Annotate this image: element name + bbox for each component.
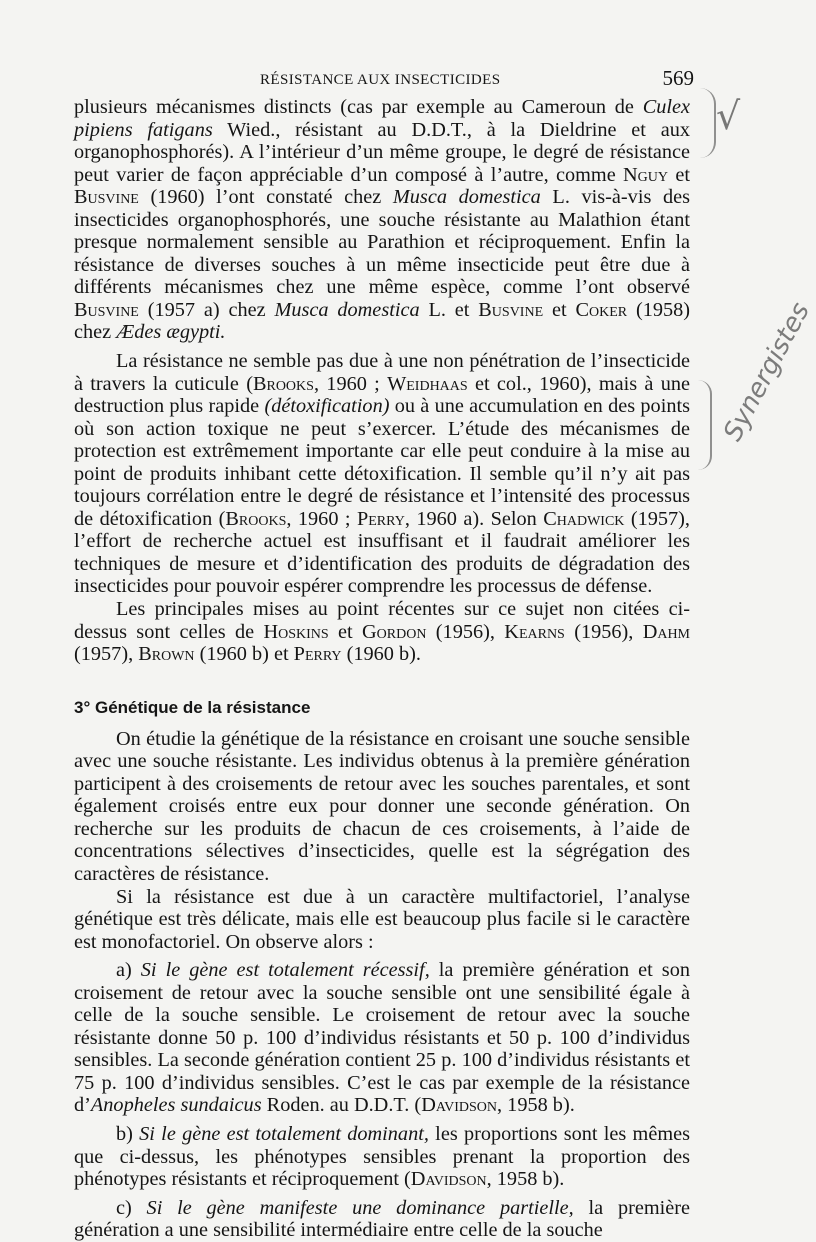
handwritten-margin-note: Synergistes	[718, 297, 816, 447]
page-body	[74, 66, 694, 1242]
paragraph-2: La résistance ne semble pas due à une non pénétration de l’insecticide à travers la cuticule (Brooks, 1960 ; Weidhaas et col., 1960), mais à une destruction plus rapide (détoxification) ou à une accumulation en des points où son action toxique ne peut s’exercer. L’étude des mécanismes de protection est extrêmement importante car elle peut conduire à la mise au point de produits inhibant cette détoxification. Il semble qu’il n’y ait pas toujours corrélation entre le degré de résistance et l’intensité des processus de détoxification (Brooks, 1960 ; Perry, 1960 a). Selon Chadwick (1957), l’effort de recherche actuel est insuffisant et il faudrait améliorer les techniques de mesure et d’identification des produits de dégradation des insecticides pour pouvoir espérer comprendre les processus de défense.	[74, 350, 691, 598]
section-heading: 3° Génétique de la résistance	[74, 697, 311, 717]
paragraph-4: On étudie la génétique de la résistance en croisant une souche sensible avec une souche résistante. Les individus obtenus à la première génération participent à des croisements de retour avec les souches parentales, et sont également croisés entre eux pour donner une seconde génération. On recherche sur les produits de chacun de ces croisements, à l’aide de concentrations sélectives d’insecticides, quelle est la ségrégation des caractères de résistance.	[74, 727, 690, 885]
paragraph-6: a) Si le gène est totalement récessif, la première génération et son croisement de retour avec la souche sensible ont une sensibilité égale à celle de la souche sensible. Le croisement de retour avec la souche résistante donne 50 p. 100 d’individus résistants et 50 p. 100 d’individus sensibles. La seconde génération contient 25 p. 100 d’individus résistants et 75 p. 100 d’individus sensibles. C’est le cas par exemple de la résistance d’Anopheles sundaicus Roden. au D.D.T. (Davidson, 1958 b).	[74, 959, 690, 1117]
paragraph-3: Les principales mises au point récentes sur ce sujet non citées ci-dessus sont celles de Hoskins et Gordon (1956), Kearns (1956), Dahm (1957), Brown (1960 b) et Perry (1960 b).	[74, 598, 691, 666]
paragraph-7: b) Si le gène est totalement dominant, les proportions sont les mêmes que ci-dessus, les phénotypes sensibles prenant la proportion des phénotypes résistants et réciproquement (Davidson, 1958 b).	[74, 1122, 691, 1191]
checkmark-icon: √	[716, 94, 741, 138]
page-header	[74, 66, 694, 96]
paragraph-5: Si la résistance est due à un caractère multifactoriel, l’analyse génétique est très délicate, mais elle est beaucoup plus facile si le caractère est monofactoriel. On observe alors :	[74, 885, 690, 953]
page-number: 569	[662, 66, 694, 90]
paragraph-8: c) Si le gène manifeste une dominance partielle, la première génération a une sensibilité intermédiaire entre celle de la souche	[74, 1196, 691, 1242]
margin-bracket-middle	[698, 380, 712, 470]
paragraph-1: plusieurs mécanismes distincts (cas par exemple au Cameroun de Culex pipiens fatigans Wied., résistant au D.D.T., à la Dieldrine et aux organophosphorés). A l’intérieur d’un même groupe, le degré de résistance peut varier de façon appréciable d’un composé à l’autre, comme Nguy et Busvine (1960) l’ont constaté chez Musca domestica L. vis-à-vis des insecticides organophosphorés, une souche résistante au Malathion étant presque normalement sensible au Parathion et réciproquement. Enfin la résistance de diverses souches à un même insecticide peut être due à différents mécanismes chez une même espèce, comme l’ont observé Busvine (1957 a) chez Musca domestica L. et Busvine et Coker (1958) chez Ædes ægypti.	[74, 96, 691, 344]
margin-bracket-top	[700, 88, 716, 158]
running-head: RÉSISTANCE AUX INSECTICIDES	[260, 72, 501, 88]
